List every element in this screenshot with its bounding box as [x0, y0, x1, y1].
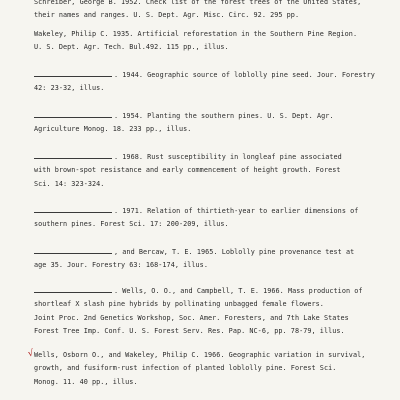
author-repeat-rule [34, 286, 112, 293]
citation-line: shortleaf X slash pine hybrids by pollinating unbagged female flowers. [34, 300, 324, 309]
citation-wakeley-1944 [34, 69, 386, 96]
citation-wells-wakeley-1966 [34, 349, 386, 389]
citation-wakeley-1968 [34, 151, 386, 191]
citation-line: age 35. Jour. Forestry 63: 168-174, illus. [34, 261, 208, 270]
author-repeat-rule [34, 70, 112, 77]
citation-line-first [34, 69, 386, 82]
citation-wakeley-1954 [34, 110, 386, 137]
citation-text: . 1944. Geographic source of loblolly pine seed. Jour. Forestry [114, 71, 375, 79]
citation-text: . 1954. Planting the southern pines. U. S. Dept. Agr. [114, 112, 334, 120]
citation-text: , and Bercaw, T. E. 1965. Loblolly pine provenance test at [114, 248, 355, 256]
citation-line: southern pines. Forest Sci. 17: 200-209, illus. [34, 220, 229, 229]
citation-line: Monog. 11. 40 pp., illus. [34, 377, 138, 386]
citation-line: Joint Proc. 2nd Genetics Workshop, Soc. Amer. Foresters, and 7th Lake States [34, 313, 349, 322]
citation-line: with brown-spot resistance and early commencement of height growth. Forest [34, 166, 341, 175]
citation-line: their names and ranges. U. S. Dept. Agr. Misc. Circ. 92. 295 pp. [34, 11, 300, 20]
citation-wakeley-1935 [34, 28, 386, 55]
citation-line: Sci. 14: 323-324. [34, 179, 105, 188]
citation-line: U. S. Dept. Agr. Tech. Bul.492. 115 pp., illus. [34, 43, 229, 52]
citation-text: . Wells, O. O., and Campbell, T. E. 1966. Mass production of [114, 287, 363, 295]
author-repeat-rule [34, 247, 112, 254]
handwritten-check-mark: √ [27, 348, 35, 360]
citation-line-first [34, 110, 386, 123]
author-repeat-rule [34, 152, 112, 159]
citation-line-first [34, 205, 386, 218]
citation-line: Wakeley, Philip C. 1935. Artificial reforestation in the Southern Pine Region. [34, 30, 358, 38]
citation-line-first [34, 285, 386, 298]
citation-text: . 1968. Rust susceptibility in longleaf pine associated [114, 153, 342, 161]
citation-line: growth, and fusiform-rust infection of planted loblolly pine. Forest Sci. [34, 364, 337, 373]
citation-wakeley-1971 [34, 205, 386, 232]
citation-line: Wells, Osborn O., and Wakeley, Philip C. 1966. Geographic variation in survival, [34, 351, 366, 359]
citation-wakeley-bercaw-1965 [34, 246, 386, 273]
citation-schreiber-1952 [34, 0, 386, 23]
citation-line: 42: 23-32, illus. [34, 84, 105, 93]
citation-line-first [34, 151, 386, 164]
citation-line: Schreiber, George B. 1952. Check list of the forest trees of the United States, [34, 0, 362, 6]
citation-wakeley-wells-campbell-1966 [34, 285, 386, 339]
citation-line-first [34, 246, 386, 259]
citation-line: Forest Tree Imp. Conf. U. S. Forest Serv. Res. Pap. NC-6, pp. 78-79, illus. [34, 327, 345, 336]
author-repeat-rule [34, 206, 112, 213]
citation-line: Agriculture Monog. 18. 233 pp., illus. [34, 125, 192, 134]
author-repeat-rule [34, 111, 112, 118]
citation-text: . 1971. Relation of thirtieth-year to earlier dimensions of [114, 207, 359, 215]
